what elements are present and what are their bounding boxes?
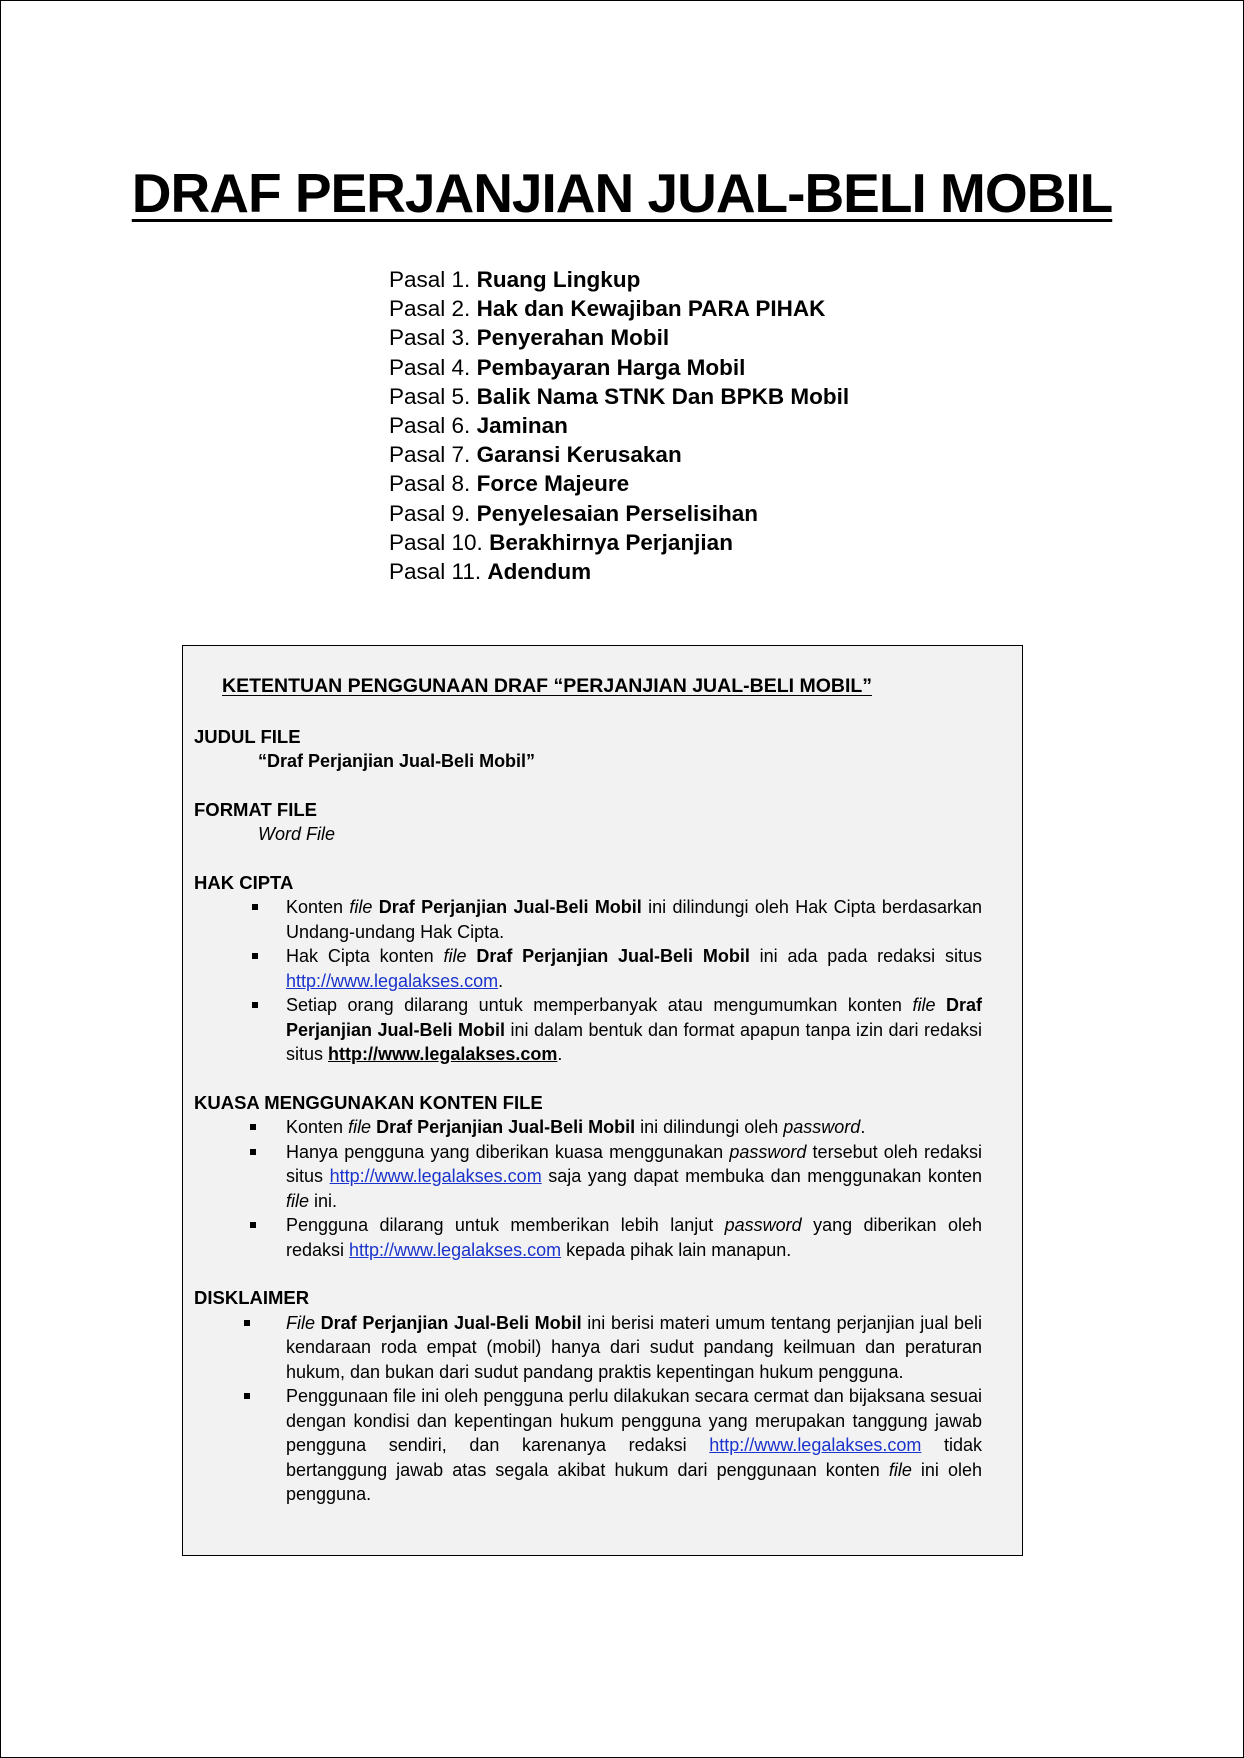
terms-box — [182, 645, 1023, 1556]
legalakses-link[interactable]: http://www.legalakses.com — [286, 970, 499, 991]
toc-item — [389, 323, 849, 352]
terms-heading: KETENTUAN PENGGUNAAN DRAF “PERJANJIAN JUAL-BELI MOBIL” — [222, 675, 873, 697]
toc-item — [389, 557, 849, 586]
list-item: Konten file Draf Perjanjian Jual-Beli Mobil ini dilindungi oleh password. — [194, 1115, 982, 1140]
list-item: Hak Cipta konten file Draf Perjanjian Jual-Beli Mobil ini ada pada redaksi situs http://www.legalakses.com. — [194, 944, 982, 993]
toc-label: Force Majeure — [476, 471, 630, 497]
toc-label: Ruang Lingkup — [476, 267, 641, 292]
section-format-file — [194, 798, 982, 847]
file-title-value: “Draf Perjanjian Jual-Beli Mobil” — [258, 751, 536, 771]
toc-item — [389, 440, 849, 469]
toc-label: Penyelesaian Perselisihan — [476, 500, 758, 526]
list-item: Konten file Draf Perjanjian Jual-Beli Mobil ini dilindungi oleh Hak Cipta berdasarkan Undang-undang Hak Cipta. — [194, 895, 982, 944]
toc-item — [389, 382, 849, 411]
toc-item — [389, 294, 849, 323]
table-of-contents — [389, 265, 849, 586]
section-disklaimer — [194, 1286, 982, 1507]
list-item: File Draf Perjanjian Jual-Beli Mobil ini berisi materi umum tentang perjanjian jual beli kendaraan roda empat (mobil) hanya dari sudut pandang keilmuan dan peraturan hukum, dan bukan dari sudut pandang praktis kepentingan hukum pengguna. — [194, 1311, 982, 1385]
toc-number: Pasal 3. — [389, 325, 471, 351]
bullet-square-icon — [244, 1320, 250, 1326]
toc-number: Pasal 2. — [389, 296, 471, 322]
section-heading: JUDUL FILE — [194, 725, 301, 747]
section-heading: KUASA MENGGUNAKAN KONTEN FILE — [194, 1091, 543, 1113]
list-item: Penggunaan file ini oleh pengguna perlu dilakukan secara cermat dan bijaksana sesuai dengan kondisi dan kepentingan hukum pengguna yang merupakan tanggung jawab pengguna sendiri, dan karenanya redaksi http://www.legalakses.com tidak bertanggung jawab atas segala akibat hukum dari penggunaan konten file ini oleh pengguna. — [194, 1384, 982, 1507]
file-format-value: Word File — [258, 824, 336, 844]
toc-number: Pasal 1. — [389, 267, 471, 292]
bullet-square-icon — [250, 1149, 256, 1155]
section-kuasa — [194, 1091, 982, 1263]
section-judul-file — [194, 725, 982, 774]
bullet-list — [194, 895, 982, 1067]
toc-number: Pasal 10. — [389, 529, 483, 555]
section-hak-cipta — [194, 871, 982, 1067]
legalakses-link[interactable]: http://www.legalakses.com — [349, 1239, 562, 1260]
toc-item — [389, 469, 849, 498]
list-item: Hanya pengguna yang diberikan kuasa menggunakan password tersebut oleh redaksi situs http://www.legalakses.com saja yang dapat membuka dan menggunakan konten file ini. — [194, 1140, 982, 1214]
toc-number: Pasal 9. — [389, 500, 471, 526]
toc-number: Pasal 8. — [389, 471, 471, 497]
toc-item — [389, 265, 849, 294]
toc-label: Jaminan — [476, 413, 568, 439]
terms-content — [194, 674, 982, 1531]
toc-item — [389, 499, 849, 528]
toc-item — [389, 528, 849, 557]
bullet-square-icon — [250, 1222, 256, 1228]
toc-number: Pasal 11. — [389, 559, 482, 585]
toc-label: Garansi Kerusakan — [476, 442, 682, 468]
toc-label: Pembayaran Harga Mobil — [476, 354, 746, 380]
toc-number: Pasal 7. — [389, 442, 471, 468]
legalakses-link[interactable]: http://www.legalakses.com — [709, 1435, 922, 1455]
section-heading: FORMAT FILE — [194, 798, 317, 820]
section-heading: DISKLAIMER — [194, 1287, 310, 1308]
bullet-square-icon — [252, 904, 258, 910]
bullet-list — [194, 1115, 982, 1262]
toc-label: Adendum — [487, 559, 592, 585]
bullet-square-icon — [252, 953, 258, 959]
bullet-square-icon — [244, 1393, 250, 1399]
toc-number: Pasal 4. — [389, 354, 471, 380]
legalakses-link[interactable]: http://www.legalakses.com — [329, 1166, 542, 1186]
bullet-square-icon — [250, 1124, 256, 1130]
toc-label: Hak dan Kewajiban PARA PIHAK — [476, 296, 826, 322]
section-heading: HAK CIPTA — [194, 871, 294, 893]
toc-label: Balik Nama STNK Dan BPKB Mobil — [476, 383, 850, 409]
list-item: Pengguna dilarang untuk memberikan lebih lanjut password yang diberikan oleh redaksi http://www.legalakses.com kepada pihak lain manapun. — [194, 1213, 982, 1262]
toc-number: Pasal 5. — [389, 383, 471, 409]
toc-label: Berakhirnya Perjanjian — [489, 529, 733, 555]
toc-item — [389, 411, 849, 440]
document-title: DRAF PERJANJIAN JUAL-BELI MOBIL — [131, 162, 1113, 224]
bullet-square-icon — [252, 1002, 258, 1008]
list-item: Setiap orang dilarang untuk memperbanyak atau mengumumkan konten file Draf Perjanjian Jual-Beli Mobil ini dalam bentuk dan format apapun tanpa izin dari redaksi situs http://www.legalakses.com. — [194, 993, 982, 1067]
toc-label: Penyerahan Mobil — [476, 325, 670, 351]
bullet-list — [194, 1311, 982, 1507]
legalakses-link[interactable]: http://www.legalakses.com — [328, 1044, 558, 1064]
toc-number: Pasal 6. — [389, 413, 471, 439]
toc-item — [389, 353, 849, 382]
